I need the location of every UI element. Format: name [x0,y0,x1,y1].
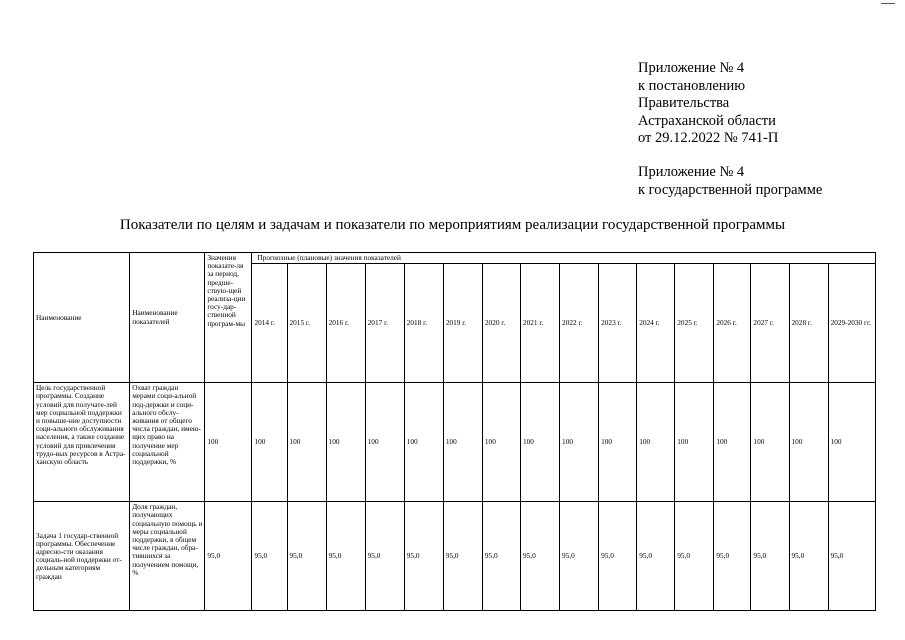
document-title: Показатели по целям и задачам и показатели по мероприятиям реализации государственной программы [119,217,786,233]
row-value: 100 [714,383,751,502]
row-value: 95,0 [637,502,675,611]
header-year: 2015 г. [287,264,326,383]
row-value: 95,0 [714,502,751,611]
row-indicator: Доля граждан, получающих социальную помощь и меры социальной поддержки, в общем числе граждан, обра-тившихся за получением помощи, % [130,502,205,611]
header-year: 2029-2030 гг. [828,264,875,383]
header-name: Наименование [34,253,130,383]
header-forecast: Прогнозные (плановые) значения показателей [252,253,876,264]
row-value: 100 [520,383,559,502]
appendix-line: от 29.12.2022 № 741-П [638,130,779,147]
header-year: 2016 г. [326,264,365,383]
header-year: 2019 г. [443,264,482,383]
header-row-1 [34,253,876,264]
row-indicator: Охват граждан мерами соци-альной под-держки и соци-ального обслу-живания от общего числа граждан, имею-щих право на получение мер социальной поддержки, % [130,383,205,502]
appendix-line: к постановлению [638,77,746,94]
row-value: 100 [560,383,599,502]
header-year: 2026 г. [714,264,751,383]
header-year: 2027 г. [751,264,789,383]
row-value: 100 [599,383,637,502]
row-value: 100 [287,383,326,502]
header-year: 2024 г. [637,264,675,383]
row-value: 100 [365,383,404,502]
row-value: 95,0 [520,502,559,611]
row-value: 95,0 [252,502,287,611]
row-value: 95,0 [404,502,443,611]
row-value: 100 [443,383,482,502]
row-value: 95,0 [828,502,875,611]
row-name: Цель государственной программы. Создание условий для получате-лей мер социальной поддержки и повыше-ние доступности соци-ального обслуживания населения, а также создание условий для привлечения трудо-вых ресурсов в Астра-ханскую область [34,383,130,502]
appendix-line: Приложение № 4 [638,163,745,180]
appendix-line: к государственной программе [638,181,823,198]
appendix-block [638,60,822,199]
header-indicator: Наименование показателей [130,253,205,383]
header-year: 2020 г. [482,264,520,383]
header-year: 2028 г. [789,264,828,383]
appendix-line: Правительства [638,95,730,112]
row-value: 100 [326,383,365,502]
table-row [34,383,876,502]
header-year: 2023 г. [599,264,637,383]
header-year: 2018 г. [404,264,443,383]
row-value: 100 [675,383,714,502]
indicators-table [33,252,876,611]
header-year: 2014 г. [252,264,287,383]
row-value: 95,0 [599,502,637,611]
header-year: 2025 г. [675,264,714,383]
header-year: 2017 г. [365,264,404,383]
row-value: 95,0 [482,502,520,611]
row-value: 100 [252,383,287,502]
row-base-value: 95,0 [205,502,252,611]
row-name: Задача 1 государ-ственной программы. Обеспечение адресно-сти оказания социаль-ной поддержки от-дельным категориям граждан [34,502,130,611]
row-base-value: 100 [205,383,252,502]
corner-mark [881,3,895,4]
row-value: 95,0 [326,502,365,611]
row-value: 95,0 [675,502,714,611]
appendix-line: Астраханской области [638,112,776,129]
table-row [34,502,876,611]
row-value: 100 [482,383,520,502]
appendix-gap [638,148,822,164]
header-year: 2022 г. [560,264,599,383]
row-value: 100 [637,383,675,502]
header-year: 2021 г. [520,264,559,383]
row-value: 100 [828,383,875,502]
row-value: 100 [751,383,789,502]
row-value: 95,0 [560,502,599,611]
row-value: 95,0 [287,502,326,611]
header-base-values: Значения показате-ля за период, предше-ствую-щей реализа-ции госу-дар-ственной програм-мы [205,253,252,383]
row-value: 95,0 [751,502,789,611]
row-value: 95,0 [365,502,404,611]
row-value: 95,0 [443,502,482,611]
row-value: 100 [789,383,828,502]
row-value: 95,0 [789,502,828,611]
appendix-line: Приложение № 4 [638,60,745,76]
row-value: 100 [404,383,443,502]
